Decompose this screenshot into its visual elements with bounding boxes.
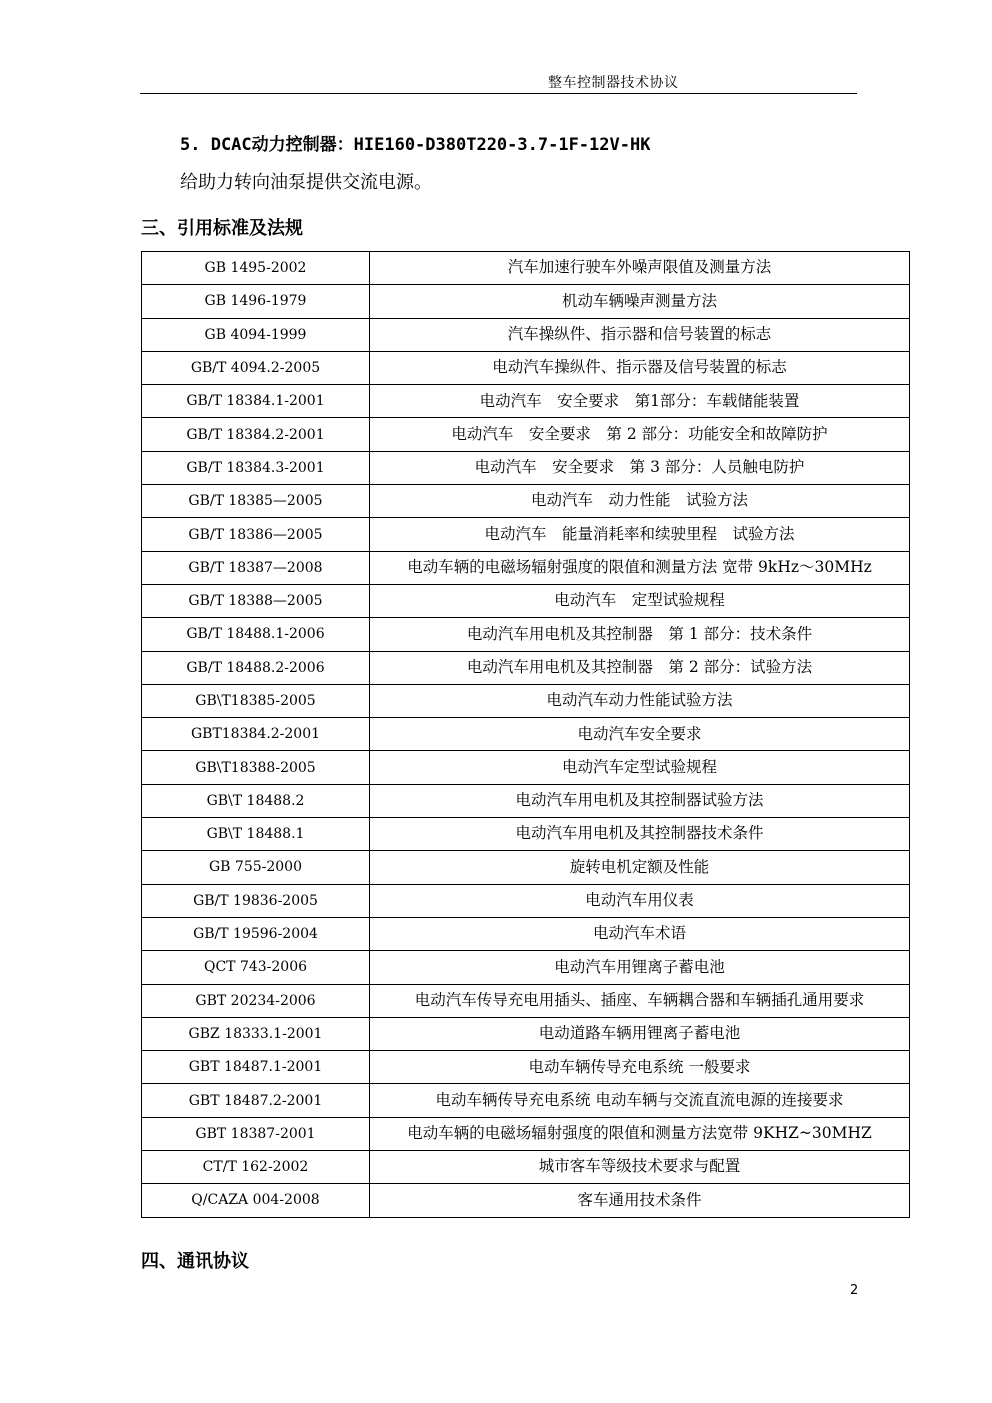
standard-code: GB 755-2000 xyxy=(142,851,370,884)
standard-title: 电动汽车操纵件、指示器及信号装置的标志 xyxy=(370,351,910,384)
standard-code: GB\T 18488.2 xyxy=(142,784,370,817)
standard-title: 电动汽车术语 xyxy=(370,917,910,950)
table-row xyxy=(142,1084,910,1117)
standard-title: 电动汽车 安全要求 第 2 部分：功能安全和故障防护 xyxy=(370,418,910,451)
standard-code: GB/T 19836-2005 xyxy=(142,884,370,917)
standard-code: CT/T 162-2002 xyxy=(142,1151,370,1184)
standard-title: 客车通用技术条件 xyxy=(370,1184,910,1217)
table-row xyxy=(142,784,910,817)
table-row xyxy=(142,618,910,651)
table-row xyxy=(142,818,910,851)
standard-title: 机动车辆噪声测量方法 xyxy=(370,285,910,318)
table-row xyxy=(142,718,910,751)
section-4-heading: 四、通讯协议 xyxy=(141,1251,249,1272)
standard-title: 电动车辆传导充电系统 电动车辆与交流直流电源的连接要求 xyxy=(370,1084,910,1117)
table-row xyxy=(142,1017,910,1050)
standards-table-body xyxy=(142,252,910,1218)
standard-code: GB\T 18488.1 xyxy=(142,818,370,851)
standard-title: 电动汽车 能量消耗率和续驶里程 试验方法 xyxy=(370,518,910,551)
standard-code: GB 1496-1979 xyxy=(142,285,370,318)
table-row xyxy=(142,951,910,984)
standard-title: 电动车辆的电磁场辐射强度的限值和测量方法 宽带 9kHz～30MHz xyxy=(370,551,910,584)
table-row xyxy=(142,917,910,950)
table-row xyxy=(142,684,910,717)
table-row xyxy=(142,318,910,351)
table-row xyxy=(142,1184,910,1217)
standard-title: 电动汽车用仪表 xyxy=(370,884,910,917)
standard-code: GB/T 18384.3-2001 xyxy=(142,451,370,484)
standard-code: GB 4094-1999 xyxy=(142,318,370,351)
table-row xyxy=(142,285,910,318)
standard-title: 电动汽车 安全要求 第 3 部分：人员触电防护 xyxy=(370,451,910,484)
standard-title: 电动汽车用电机及其控制器 第 1 部分：技术条件 xyxy=(370,618,910,651)
table-row xyxy=(142,351,910,384)
standard-code: GB/T 18388—2005 xyxy=(142,584,370,617)
standard-code: GB 1495-2002 xyxy=(142,252,370,285)
standard-code: QCT 743-2006 xyxy=(142,951,370,984)
standard-title: 电动汽车用锂离子蓄电池 xyxy=(370,951,910,984)
table-row xyxy=(142,1117,910,1150)
standard-code: Q/CAZA 004-2008 xyxy=(142,1184,370,1217)
standard-title: 电动汽车用电机及其控制器试验方法 xyxy=(370,784,910,817)
standard-code: GB\T18388-2005 xyxy=(142,751,370,784)
standard-code: GB/T 18488.1-2006 xyxy=(142,618,370,651)
standard-title: 汽车操纵件、指示器和信号装置的标志 xyxy=(370,318,910,351)
table-row xyxy=(142,884,910,917)
standard-code: GB/T 18386—2005 xyxy=(142,518,370,551)
standard-title: 城市客车等级技术要求与配置 xyxy=(370,1151,910,1184)
table-row xyxy=(142,385,910,418)
header-divider xyxy=(140,93,857,94)
table-row xyxy=(142,485,910,518)
item-5-description: 给助力转向油泵提供交流电源。 xyxy=(180,172,432,193)
standard-title: 电动汽车 动力性能 试验方法 xyxy=(370,485,910,518)
standard-title: 电动汽车 定型试验规程 xyxy=(370,584,910,617)
standard-code: GBT 20234-2006 xyxy=(142,984,370,1017)
standard-title: 电动汽车动力性能试验方法 xyxy=(370,684,910,717)
table-row xyxy=(142,651,910,684)
standard-code: GB/T 4094.2-2005 xyxy=(142,351,370,384)
table-row xyxy=(142,1051,910,1084)
standard-title: 电动汽车安全要求 xyxy=(370,718,910,751)
standard-title: 电动汽车定型试验规程 xyxy=(370,751,910,784)
standard-title: 电动汽车用电机及其控制器 第 2 部分：试验方法 xyxy=(370,651,910,684)
table-row xyxy=(142,518,910,551)
standard-title: 电动车辆的电磁场辐射强度的限值和测量方法宽带 9KHZ~30MHZ xyxy=(370,1117,910,1150)
section-3-heading: 三、引用标准及法规 xyxy=(141,218,303,239)
standard-code: GB/T 18384.1-2001 xyxy=(142,385,370,418)
standard-code: GB/T 18387—2008 xyxy=(142,551,370,584)
item-5-heading: 5. DCAC动力控制器：HIE160-D380T220-3.7-1F-12V-HK xyxy=(180,135,651,155)
standard-code: GB/T 18384.2-2001 xyxy=(142,418,370,451)
standard-code: GBT18384.2-2001 xyxy=(142,718,370,751)
standards-table xyxy=(141,251,910,1218)
page-header-title: 整车控制器技术协议 xyxy=(548,75,679,91)
page-number: 2 xyxy=(850,1283,859,1298)
standard-code: GBT 18487.1-2001 xyxy=(142,1051,370,1084)
standard-code: GB/T 19596-2004 xyxy=(142,917,370,950)
standard-title: 电动道路车辆用锂离子蓄电池 xyxy=(370,1017,910,1050)
table-row xyxy=(142,984,910,1017)
standard-code: GBT 18487.2-2001 xyxy=(142,1084,370,1117)
standard-title: 电动汽车用电机及其控制器技术条件 xyxy=(370,818,910,851)
standard-title: 旋转电机定额及性能 xyxy=(370,851,910,884)
table-row xyxy=(142,551,910,584)
standard-title: 电动车辆传导充电系统 一般要求 xyxy=(370,1051,910,1084)
table-row xyxy=(142,252,910,285)
standard-code: GB/T 18385—2005 xyxy=(142,485,370,518)
table-row xyxy=(142,751,910,784)
standard-title: 电动汽车传导充电用插头、插座、车辆耦合器和车辆插孔通用要求 xyxy=(370,984,910,1017)
standard-code: GBZ 18333.1-2001 xyxy=(142,1017,370,1050)
table-row xyxy=(142,851,910,884)
table-row xyxy=(142,418,910,451)
table-row xyxy=(142,451,910,484)
standard-code: GB\T18385-2005 xyxy=(142,684,370,717)
standard-title: 汽车加速行驶车外噪声限值及测量方法 xyxy=(370,252,910,285)
table-row xyxy=(142,1151,910,1184)
standard-code: GBT 18387-2001 xyxy=(142,1117,370,1150)
standard-title: 电动汽车 安全要求 第1部分：车载储能装置 xyxy=(370,385,910,418)
table-row xyxy=(142,584,910,617)
standard-code: GB/T 18488.2-2006 xyxy=(142,651,370,684)
